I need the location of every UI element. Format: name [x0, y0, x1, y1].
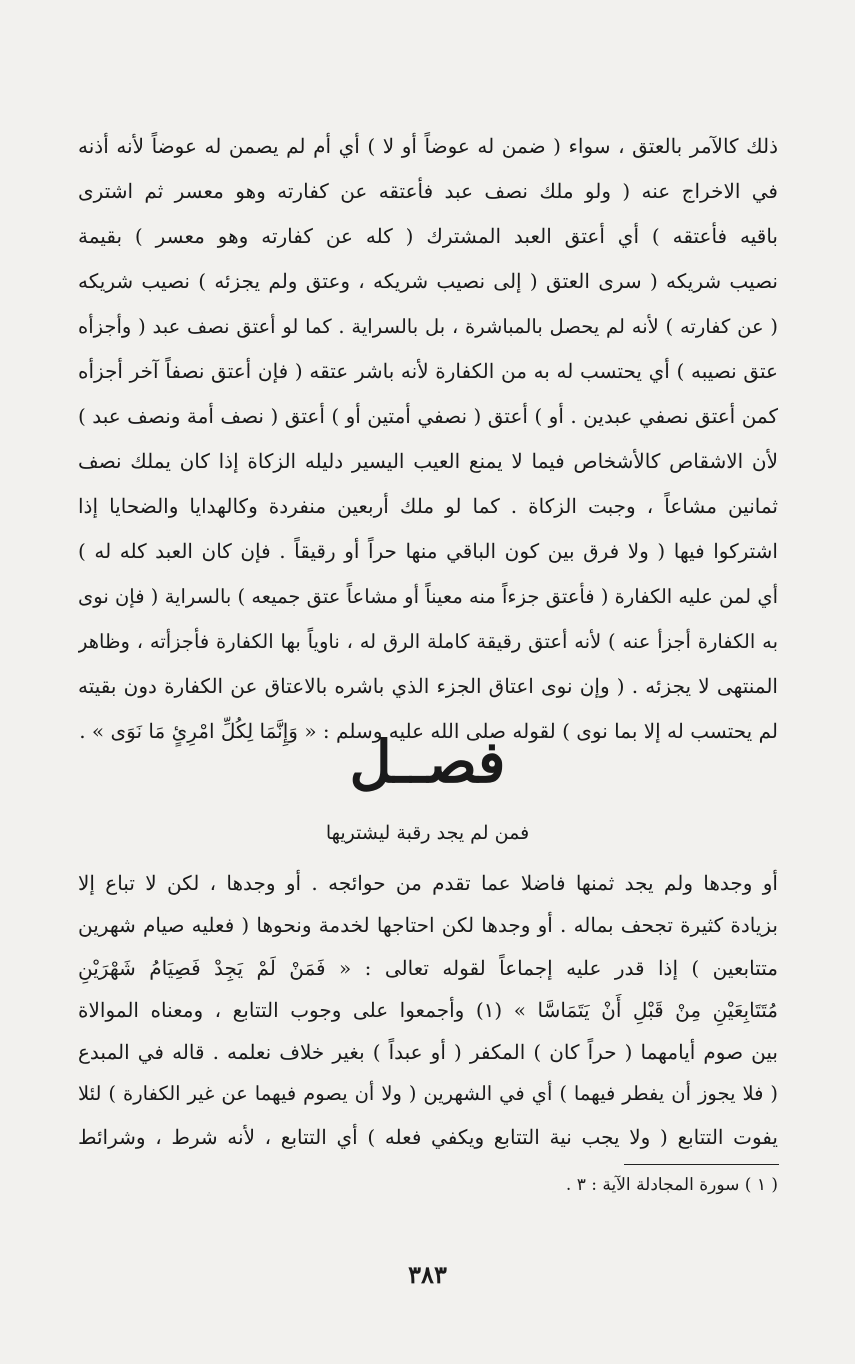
text-line: ثمانين مشاعاً ، وجبت الزكاة . كما لو ملك أربعين منفردة وكالهدايا والضحايا إذا — [78, 494, 778, 518]
text-line: به الكفارة أجزأ عنه ) لأنه أعتق رقيقة كاملة الرق له ، ناوياً بها الكفارة فأجزأته ، وظاهر — [78, 630, 778, 653]
text-line: اشتركوا فيها ( ولا فرق بين كون الباقي منها حراً أو رقيقاً . فإن كان العبد كله له ) — [78, 539, 778, 563]
text-line: بين صوم أيامهما ( حراً كان ) المكفر ( أو عبداً ) بغير خلاف نعلمه . قاله في المبدع — [78, 1040, 778, 1065]
text-line: نصيب شريكه ( سرى العتق ( إلى نصيب شريكه ، وعتق ولم يجزئه ) نصيب شريكه — [78, 269, 778, 293]
footnote: ( ١ ) سورة المجادلة الآية : ٣ . — [565, 1175, 778, 1195]
text-line: أو وجدها ولم يجد ثمنها فاضلا عما تقدم من حوائجه . أو وجدها ، لكن لا تباع إلا — [78, 871, 778, 895]
paragraph-main — [78, 124, 778, 754]
text-line: باقيه فأعتقه ) أي أعتق العبد المشترك ( كله عن كفارته وهو معسر ) بقيمة — [78, 224, 778, 248]
section-subtitle: فمن لم يجد رقبة ليشتريها — [325, 822, 530, 844]
text-line: ذلك كالآمر بالعتق ، سواء ( ضمن له عوضاً أو لا ) أي أم لم يصمن له عوضاً لأنه أذنه — [78, 134, 778, 158]
text-line: بزيادة كثيرة تجحف بماله . أو وجدها لكن احتاجها لخدمة ونحوها ( فعليه صيام شهرين — [78, 913, 778, 938]
text-line: متتابعين ) إذا قدر عليه إجماعاً لقوله تعالى : « فَمَنْ لَمْ يَجِدْ فَصِيَامُ شَهْرَيْنِ — [78, 955, 778, 980]
text-line: كمن أعتق نصفي عبدين . أو ) أعتق ( نصفي أمتين أو ) أعتق ( نصف أمة ونصف عبد ) — [78, 404, 778, 428]
text-line: لم يحتسب له إلا بما نوى ) لقوله صلى الله عليه وسلم : « وَإِنَّمَا لِكُلِّ امْرِئٍ مَا نَوَى » . — [79, 719, 778, 743]
text-line: عتق نصيبه ) أي يحتسب له به من الكفارة لأنه باشر عتقه ( فإن أعتق نصفاً آخر أجزأه — [78, 359, 778, 383]
text-line: في الاخراج عنه ( ولو ملك نصف عبد فأعتقه عن كفارته وهو معسر ثم اشترى — [78, 179, 778, 203]
text-line: ( عن كفارته ) لأنه لم يحصل بالمباشرة ، بل بالسراية . كما لو أعتق نصف عبد ( وأجزأه — [78, 315, 778, 338]
text-line: يفوت التتابع ( ولا يجب نية التتابع ويكفي فعله ) أي التتابع ، لأنه شرط ، وشرائط — [78, 1124, 778, 1149]
paragraph-section — [78, 862, 778, 1158]
footnote-divider — [624, 1164, 779, 1165]
text-line: لأن الاشقاص كالأشخاص فيما لا يمنع العيب اليسير دليله الزكاة إذا كان يملك نصف — [78, 449, 778, 473]
text-line: ( فلا يجوز أن يفطر فيهما ) أي في الشهرين ( ولا أن يصوم فيهما عن غير الكفارة ) لئلا — [78, 1082, 778, 1106]
text-line: أي لمن عليه الكفارة ( فأعتق جزءاً منه معيناً أو مشاعاً عتق جميعه ) بالسراية ( فإن نوى — [78, 585, 778, 608]
page-number: ٣٨٣ — [408, 1260, 447, 1289]
text-line: المنتهى لا يجزئه . ( وإن نوى اعتاق الجزء الذي باشره بالاعتاق عن الكفارة دون بقيته — [78, 674, 778, 698]
section-heading: فصــل — [349, 728, 506, 796]
text-line: مُتَتَابِعَيْنِ مِنْ قَبْلِ أَنْ يَتَمَاسَّا » (١) وأجمعوا على وجوب التتابع ، ومعناه الموالاة — [78, 997, 778, 1022]
